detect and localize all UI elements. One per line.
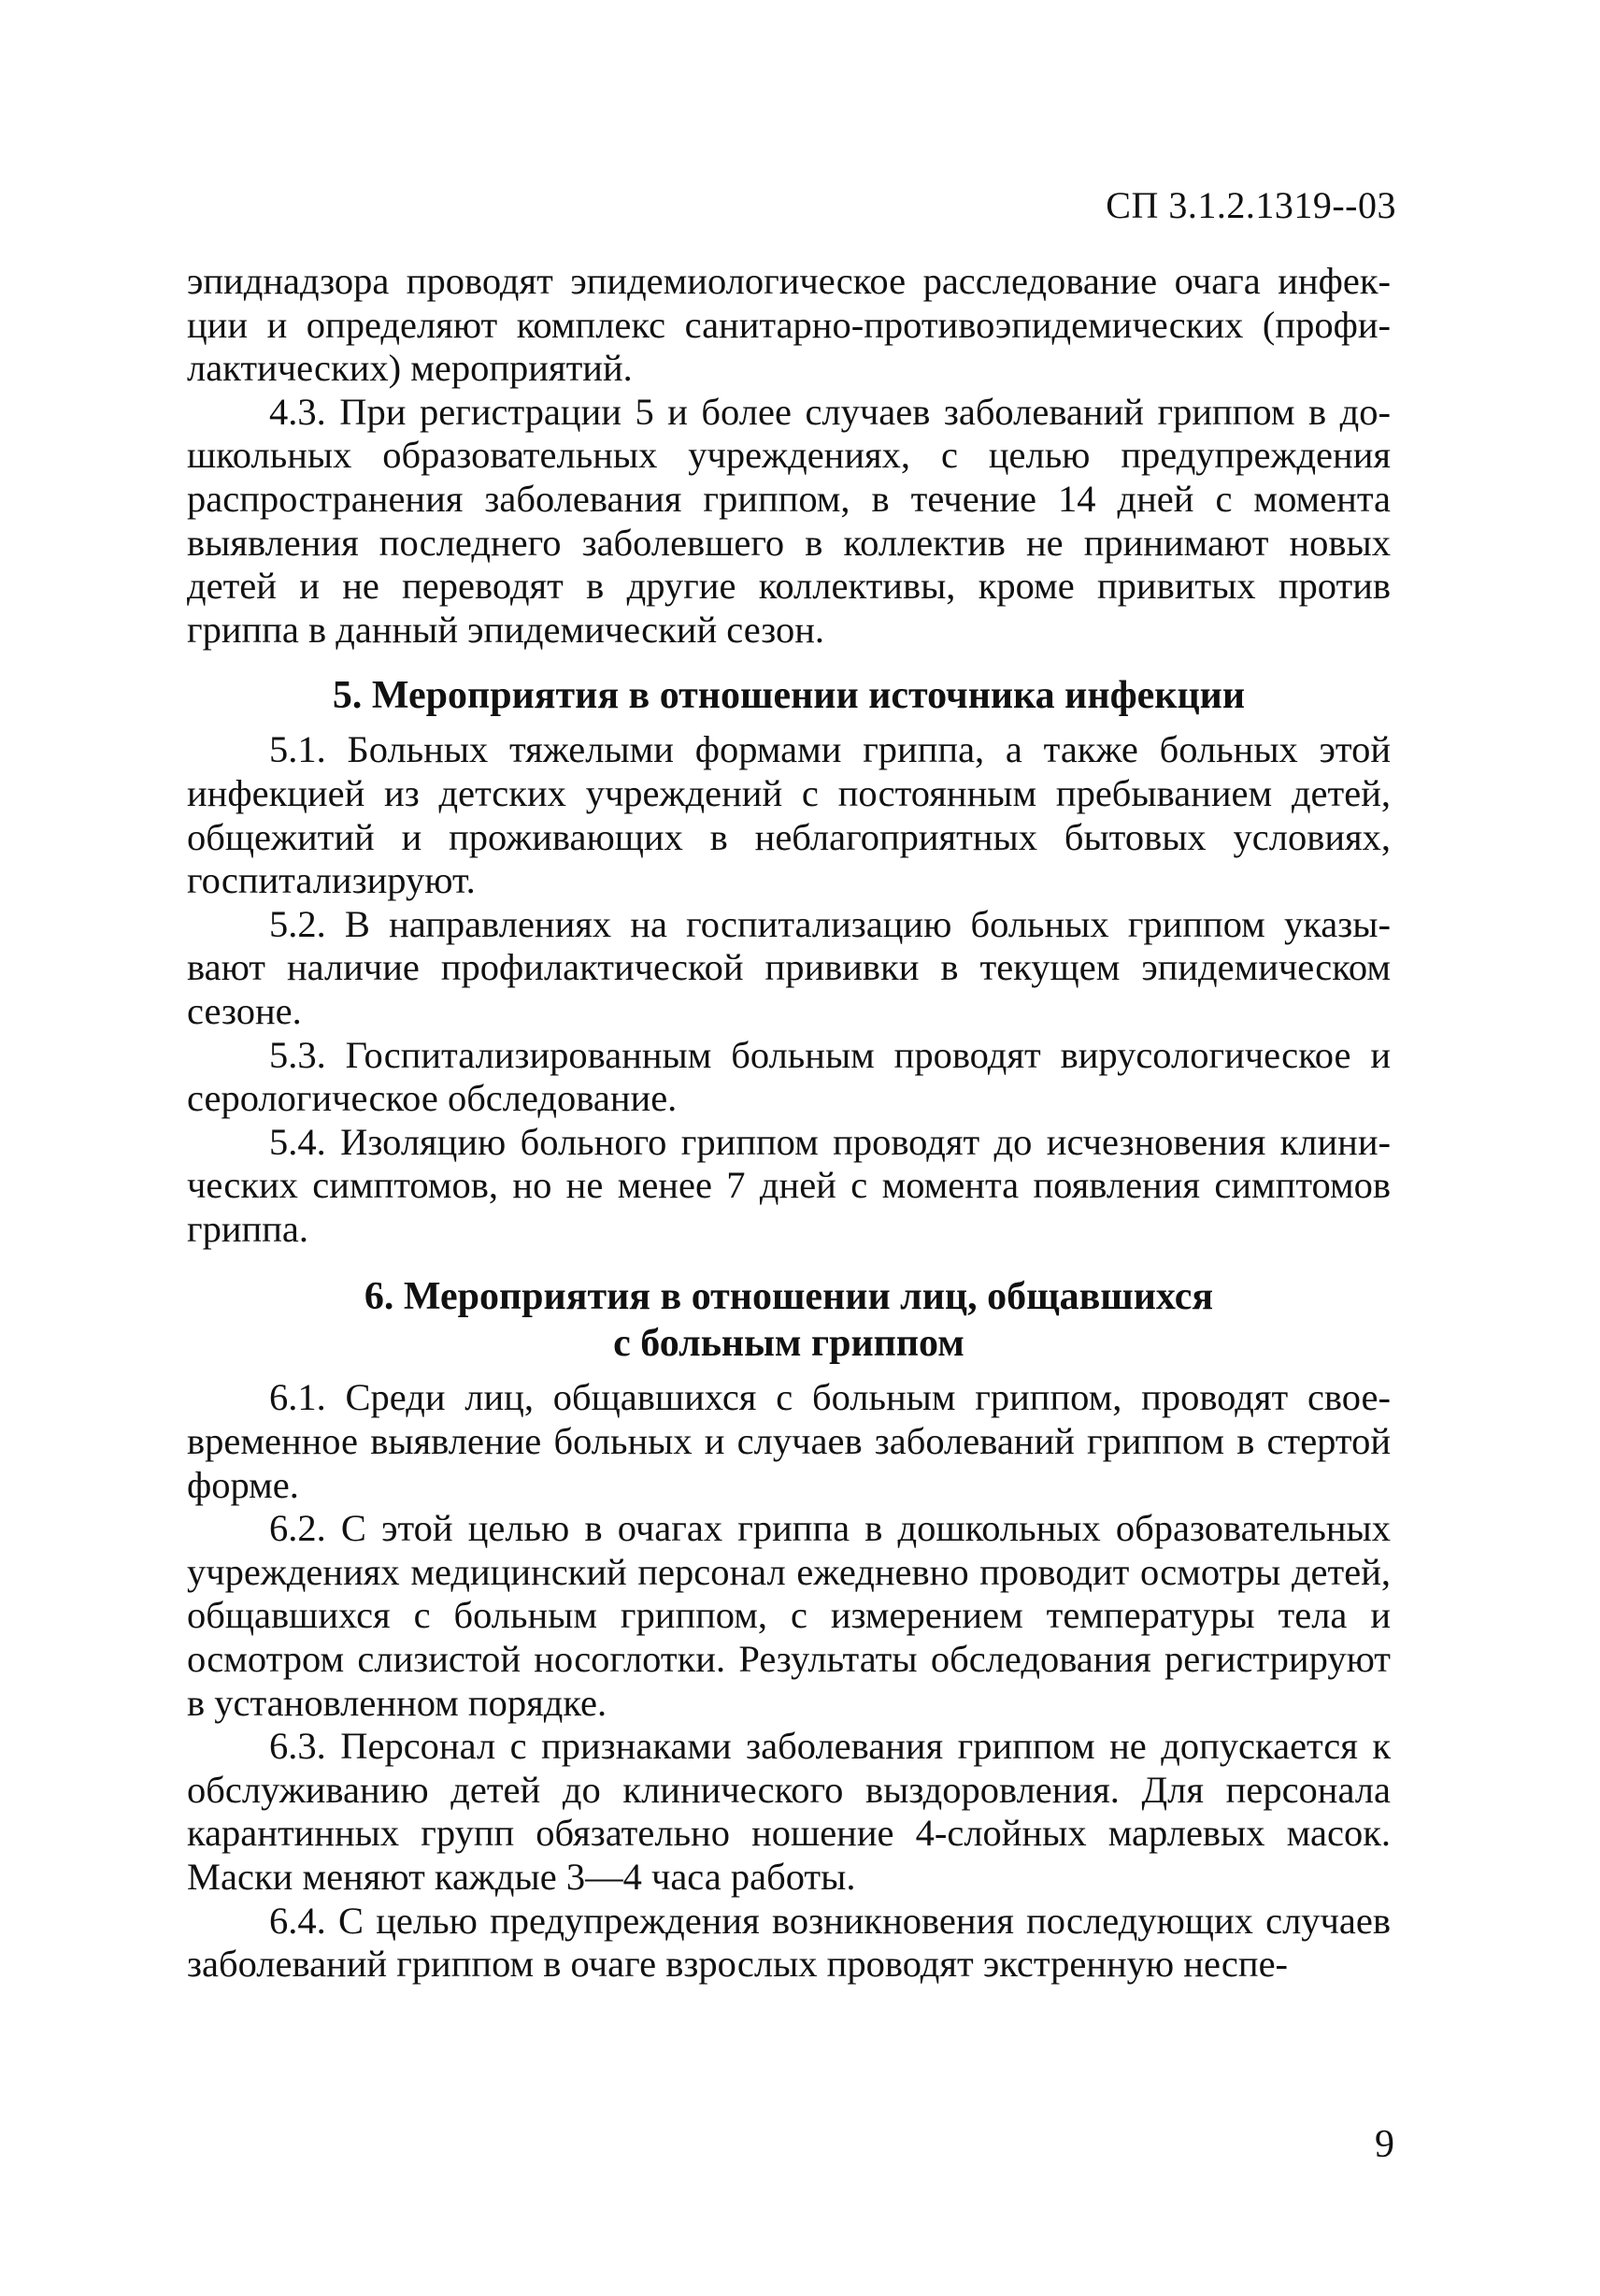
section-6-heading-line-2: с больным гриппом [613,1322,964,1366]
paragraph-6-4: 6.4. С целью предупреждения возникновения последующих случаев заболеваний гриппом в очаге взрослых проводят экстренную неспе- [187,1899,1391,1986]
paragraph-5-3: 5.3. Госпитализированным больным проводят вирусологическое и серологическое обследование. [187,1033,1391,1120]
paragraph-continuation: эпиднадзора проводят эпидемиологическое расследование очага инфекции и определяют комплекс санитарно-противоэпидемических (профилактических) мероприятий. [187,260,1391,390]
paragraph-6-2: 6.2. С этой целью в очагах гриппа в дошкольных образовательных учреждениях медицинский персонал ежедневно проводит осмотры детей, общавшихся с больным гриппом, с измерением температуры тела и осмотром слизистой носоглотки. Результаты обследования регистрируют в установленном порядке. [187,1507,1391,1724]
page-number: 9 [1375,2123,1394,2166]
document-body [187,260,1391,1987]
section-5-heading: 5. Мероприятия в отношении источника инфекции [332,674,1246,718]
paragraph-5-4: 5.4. Изоляцию больного гриппом проводят до исчезновения клинических симптомов, но не менее 7 дней с момента появления симптомов гриппа. [187,1120,1391,1250]
section-6-heading-line-1: 6. Мероприятия в отношении лиц, общавшихся [364,1275,1214,1319]
paragraph-4-3: 4.3. При регистрации 5 и более случаев заболеваний гриппом в дошкольных образовательных учреждениях, с целью предупреждения распространения заболевания гриппом, в течение 14 дней с момента выявления последнего заболевшего в коллектив не принимают новых детей и не переводят в другие коллективы, кроме привитых против гриппа в данный эпидемический сезон. [187,390,1391,651]
paragraph-6-1: 6.1. Среди лиц, общавшихся с больным гриппом, проводят своевременное выявление больных и случаев заболеваний гриппом в стертой форме. [187,1376,1391,1506]
paragraph-6-3: 6.3. Персонал с признаками заболевания гриппом не допускается к обслуживанию детей до клинического выздоровления. Для персонала карантинных групп обязательно ношение 4-слойных марлевых масок. Маски меняют каждые 3—4 часа работы. [187,1725,1391,1898]
section-6-heading [187,1273,1391,1367]
paragraph-5-2: 5.2. В направлениях на госпитализацию больных гриппом указывают наличие профилактической прививки в текущем эпидемическом сезоне. [187,902,1391,1032]
paragraph-5-1: 5.1. Больных тяжелыми формами гриппа, а также больных этой инфекцией из детских учреждений с постоянным пребыванием детей, общежитий и проживающих в неблагоприятных бытовых условиях, госпитализируют. [187,728,1391,902]
document-code: СП 3.1.2.1319--03 [1106,184,1396,226]
